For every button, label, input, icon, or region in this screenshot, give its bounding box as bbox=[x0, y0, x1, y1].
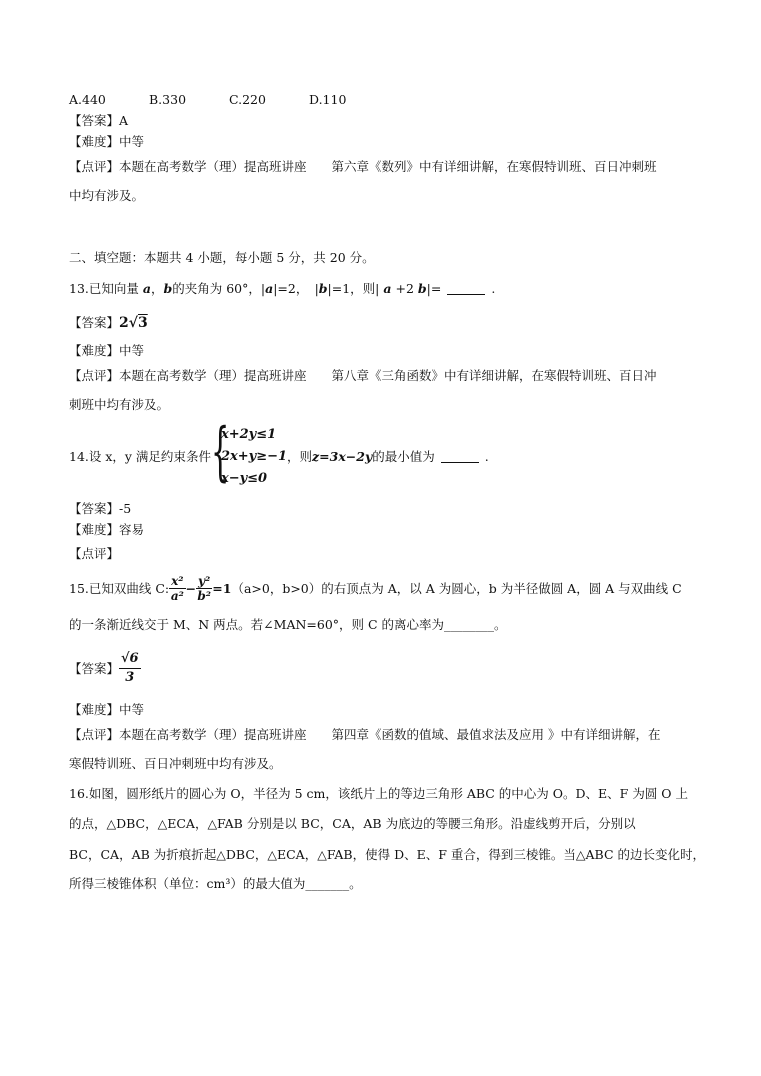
minus-sign: − bbox=[185, 580, 197, 596]
difficulty-value: 容易 bbox=[119, 522, 145, 537]
answer-blank bbox=[441, 450, 479, 463]
vector-a: a bbox=[383, 281, 392, 296]
q12-option-a: A.440 bbox=[69, 92, 106, 107]
q15-question bbox=[69, 574, 682, 608]
vector-b: b bbox=[318, 281, 328, 296]
constraint-row: x−y≤0 bbox=[220, 471, 268, 486]
answer-value bbox=[119, 650, 141, 687]
q14-text: ，则 bbox=[287, 449, 313, 464]
difficulty-value: 中等 bbox=[119, 343, 145, 358]
q15-difficulty bbox=[69, 701, 144, 719]
fraction-y bbox=[196, 574, 212, 603]
answer-label: 【答案】 bbox=[69, 660, 120, 676]
difficulty-value: 中等 bbox=[119, 134, 145, 149]
q16-line: 所得三棱锥体积（单位：cm³）的最大值为_______。 bbox=[69, 876, 362, 891]
vector-b: b bbox=[163, 281, 173, 296]
q14-question bbox=[69, 415, 489, 494]
q15-text: （a>0，b>0）的右顶点为 A，以 A 为圆心，b 为半径做圆 A，圆 A 与双曲线 C bbox=[231, 580, 682, 596]
fraction-numerator: x² bbox=[171, 574, 184, 588]
brace-icon: { bbox=[210, 415, 230, 489]
q13-text: |= bbox=[426, 281, 442, 296]
fraction-denominator: b² bbox=[197, 589, 211, 603]
fraction-denominator: a² bbox=[170, 589, 184, 603]
difficulty-label: 【难度】 bbox=[69, 134, 120, 149]
difficulty-label: 【难度】 bbox=[69, 343, 120, 358]
vector-a: a bbox=[142, 281, 151, 296]
q13-suffix: . bbox=[491, 281, 496, 296]
q12-difficulty bbox=[69, 133, 144, 151]
section-heading: 二、填空题：本题共 4 小题，每小题 5 分，共 20 分。 bbox=[69, 250, 375, 265]
comment-label: 【点评】 bbox=[69, 727, 120, 742]
q16-line: 16.如图，圆形纸片的圆心为 O，半径为 5 cm，该纸片上的等边三角形 ABC 的中心为 O。D、E、F 为圆 O 上 bbox=[69, 786, 689, 801]
fraction-x bbox=[169, 574, 185, 603]
q12-answer bbox=[69, 112, 128, 130]
fraction-denominator: 3 bbox=[125, 670, 135, 685]
q13-text: |=2， | bbox=[273, 281, 319, 296]
comment-label: 【点评】 bbox=[69, 546, 120, 561]
q15-prefix: 15.已知双曲线 C: bbox=[69, 580, 170, 596]
q12-comment-cont: 中均有涉及。 bbox=[69, 188, 145, 203]
q15-question-cont: 的一条渐近线交于 M、N 两点。若∠MAN=60°，则 C 的离心率为________。 bbox=[69, 617, 507, 632]
difficulty-label: 【难度】 bbox=[69, 702, 120, 717]
answer-label: 【答案】 bbox=[69, 113, 120, 128]
q15-answer bbox=[69, 650, 141, 690]
q12-option-c: C.220 bbox=[229, 92, 266, 107]
q16-line: 的点，△DBC，△ECA，△FAB 分别是以 BC，CA，AB 为底边的等腰三角形。沿虚线剪开后，分别以 bbox=[69, 816, 636, 831]
answer-value: 2√3 bbox=[119, 315, 148, 331]
vector-b: b bbox=[417, 281, 427, 296]
q13-text: 的夹角为 60°，| bbox=[172, 281, 266, 296]
q14-answer bbox=[69, 500, 131, 518]
q13-answer bbox=[69, 314, 148, 332]
objective-function: z=3x−2y bbox=[312, 449, 373, 464]
q13-comment-cont: 刺班中均有涉及。 bbox=[69, 397, 170, 412]
difficulty-label: 【难度】 bbox=[69, 522, 120, 537]
q13-text: |=1，则| bbox=[327, 281, 380, 296]
constraint-row: x+2y≤1 bbox=[220, 427, 277, 442]
q14-suffix: . bbox=[484, 449, 489, 464]
fraction-numerator: √6 bbox=[119, 650, 141, 669]
q14-difficulty bbox=[69, 521, 144, 539]
q16-line: BC，CA，AB 为折痕折起△DBC，△ECA，△FAB，使得 D、E、F 重合，得到三棱锥。当△ABC 的边长变化时， bbox=[69, 847, 705, 862]
q14-text: 的最小值为 bbox=[372, 449, 435, 464]
comment-text: 本题在高考数学（理）提高班讲座 第四章《函数的值域、最值求法及应用 》中有详细讲解，在 bbox=[119, 727, 661, 742]
q12-options bbox=[69, 91, 389, 109]
q14-prefix: 14.设 x，y 满足约束条件 bbox=[69, 449, 211, 464]
comment-text: 本题在高考数学（理）提高班讲座 第八章《三角函数》中有详细讲解，在寒假特训班、百日冲 bbox=[119, 368, 657, 383]
constraint-system bbox=[210, 415, 288, 490]
constraint-row: 2x+y≥−1 bbox=[220, 449, 288, 464]
q12-option-b: B.330 bbox=[149, 92, 187, 107]
q12-option-d: D.110 bbox=[309, 92, 347, 107]
answer-label: 【答案】 bbox=[69, 315, 120, 330]
comment-label: 【点评】 bbox=[69, 159, 120, 174]
q13-prefix: 13.已知向量 bbox=[69, 281, 143, 296]
answer-blank bbox=[447, 282, 485, 295]
q13-comment bbox=[69, 367, 657, 385]
difficulty-value: 中等 bbox=[119, 702, 145, 717]
vector-a: a bbox=[265, 281, 274, 296]
q14-comment bbox=[69, 545, 119, 563]
comment-label: 【点评】 bbox=[69, 368, 120, 383]
answer-label: 【答案】 bbox=[69, 501, 120, 516]
q13-difficulty bbox=[69, 342, 144, 360]
comment-text: 本题在高考数学（理）提高班讲座 第六章《数列》中有详细讲解，在寒假特训班、百日冲刺班 bbox=[119, 159, 657, 174]
answer-value: A bbox=[119, 113, 129, 128]
q13-text: +2 bbox=[395, 281, 414, 296]
q15-comment-cont: 寒假特训班、百日冲刺班中均有涉及。 bbox=[69, 756, 282, 771]
equals-one: =1 bbox=[212, 580, 232, 596]
fraction-numerator: y² bbox=[198, 574, 211, 588]
answer-coef: 2 bbox=[119, 315, 129, 331]
q13-question: 13.已知向量 a，b的夹角为 60°，|a|=2， |b|=1，则| a +2 b|= . bbox=[69, 281, 496, 296]
answer-value: -5 bbox=[119, 501, 132, 516]
answer-radicand: 3 bbox=[137, 315, 148, 331]
q15-comment bbox=[69, 726, 661, 744]
q12-comment bbox=[69, 158, 657, 176]
